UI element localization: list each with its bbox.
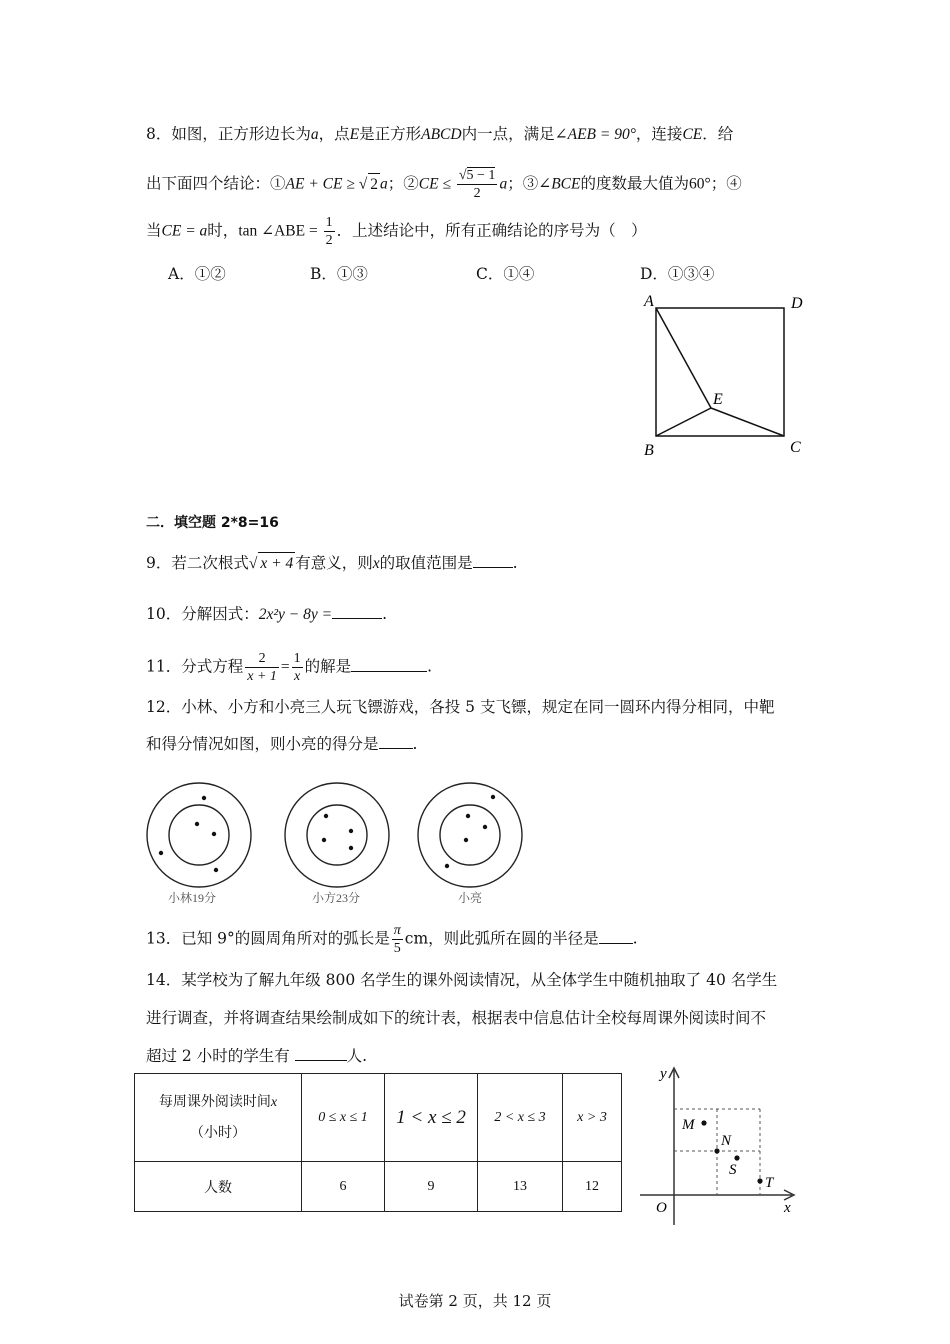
header-cell: 每周课外阅读时间x （小时）: [135, 1074, 302, 1162]
q10: 10．分解因式：2x²y − 8y = .: [146, 605, 388, 623]
count-cell-4: 12: [563, 1162, 622, 1212]
count-cell-1: 6: [302, 1162, 385, 1212]
q12-line1: 12．小林、小方和小亮三人玩飞镖游戏，各投 5 支飞镖，规定在同一圆环内得分相同，中靶: [146, 698, 775, 716]
q8-half-fraction: $\frac{1}{2}$: [325, 215, 333, 248]
q13-blank: [599, 929, 633, 944]
q8-option-b: B．①③: [310, 265, 368, 283]
q13: 13．已知 9°的圆周角所对的弧长是 $\frac{\pi}{5}$ cm，则此弧所在圆的半径是 .: [146, 923, 638, 956]
range-cell-4: x > 3: [563, 1074, 622, 1162]
point-T-label: T: [765, 1175, 774, 1191]
q12-line2: 和得分情况如图，则小亮的得分是 .: [146, 735, 418, 753]
label-C: C: [790, 439, 801, 456]
axis-x-label: x: [784, 1200, 791, 1216]
q8-option-c: C．①④: [476, 265, 535, 283]
range-cell-1: 0 ≤ x ≤ 1: [302, 1074, 385, 1162]
point-M-label: M: [682, 1117, 695, 1133]
axis-y-label: y: [660, 1066, 667, 1082]
q8-option-a: A．①②: [168, 265, 226, 283]
point-N-label: N: [721, 1133, 732, 1149]
svg-text:小亮: 小亮: [458, 891, 483, 905]
target-xiaofang: [285, 783, 389, 905]
label-B: B: [644, 442, 654, 459]
stat-table: [134, 1073, 622, 1212]
q11: 11．分式方程 $\frac{2}{x + 1}$ = $\frac{1}{x}$ 的解是 .: [146, 651, 433, 684]
q14-blank: [295, 1046, 347, 1061]
page-footer: 试卷第 2 页，共 12 页: [398, 1292, 552, 1310]
q14-line1: 14．某学校为了解九年级 800 名学生的课外阅读情况，从全体学生中随机抽取了 40 名学生: [146, 971, 778, 989]
label-D: D: [791, 295, 803, 312]
point-S-label: S: [729, 1162, 737, 1178]
q8-fraction: $\frac{√5 - 1}{2}$: [458, 168, 496, 201]
q8-line2: 出下面四个结论：①AE + CE ≥ √ 2 a；②CE ≤ $\frac{√5 - 1}{2}$ a；③∠BCE的度数最大值为60°；④: [146, 168, 742, 201]
label-A: A: [644, 293, 654, 310]
dart-targets: [140, 778, 540, 910]
target-xiaoliang: [418, 783, 522, 905]
q9-blank: [473, 553, 513, 568]
svg-text:小方23分: 小方23分: [312, 891, 361, 905]
square-figure: [636, 288, 816, 464]
q8-option-d: D．①③④: [640, 265, 715, 283]
origin-label: O: [656, 1200, 667, 1216]
row-label: 人数: [135, 1162, 302, 1212]
q14-line3: 超过 2 小时的学生有 人.: [146, 1047, 368, 1065]
range-cell-3: 2 < x ≤ 3: [478, 1074, 563, 1162]
svg-text:小林19分: 小林19分: [168, 891, 217, 905]
coordinate-graph: [632, 1060, 807, 1230]
q10-blank: [332, 604, 382, 619]
count-cell-2: 9: [385, 1162, 478, 1212]
q8-line3: 当CE = a时，tan ∠ABE = $\frac{1}{2}$ ．上述结论中，所有正确结论的序号为（ ）: [146, 215, 647, 248]
q11-blank: [351, 657, 427, 672]
target-xiaolin: [147, 783, 251, 905]
q14-line2: 进行调查，并将调查结果绘制成如下的统计表，根据表中信息估计全校每周课外阅读时间不: [146, 1009, 767, 1027]
section-title: 二．填空题 2*8=16: [146, 515, 279, 531]
q12-blank: [379, 734, 413, 749]
count-cell-3: 13: [478, 1162, 563, 1212]
q8-line1: 8．如图，正方形边长为a，点E是正方形ABCD内一点，满足∠AEB = 90°，连接CE．给: [146, 125, 734, 143]
range-cell-2: 1 < x ≤ 2: [385, 1074, 478, 1162]
label-E: E: [713, 391, 723, 408]
q9: 9．若二次根式√ x + 4 有意义，则x的取值范围是 .: [146, 552, 518, 575]
